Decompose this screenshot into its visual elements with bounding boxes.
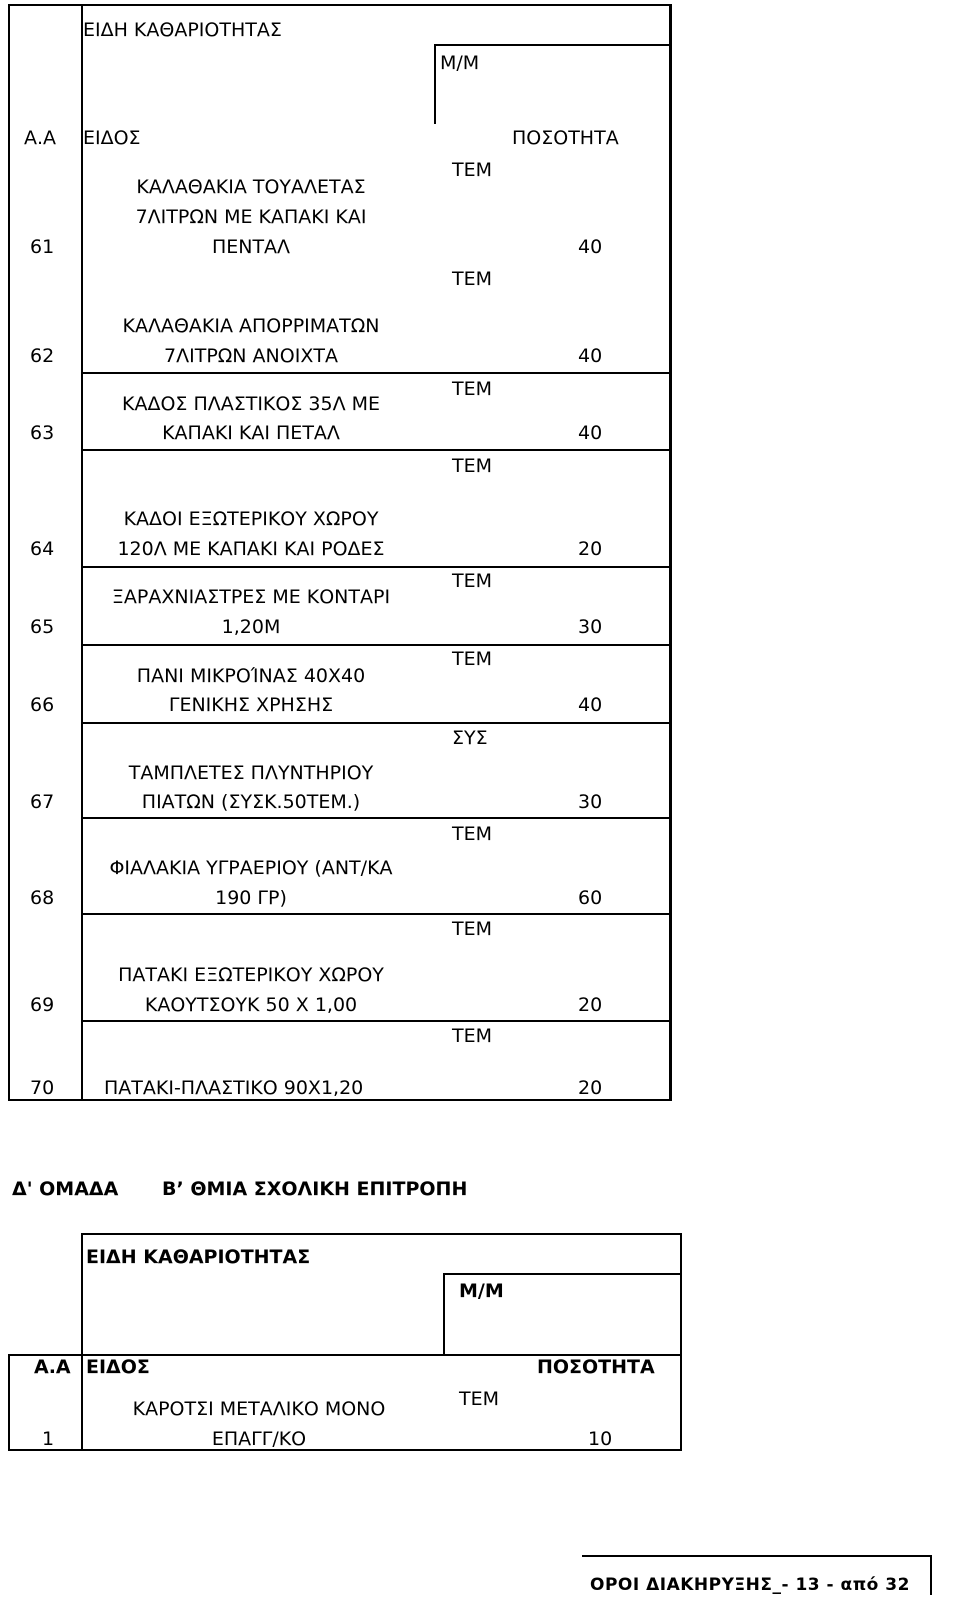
col-qty-header: ΠΟΣΟΤΗΤΑ	[512, 127, 619, 149]
col-item-header: ΕΙΔΟΣ	[83, 127, 141, 149]
row-aa: 69	[30, 994, 55, 1016]
row-item-line: ΚΑΡΟΤΣΙ ΜΕΤΑΛΙΚΟ ΜΟΝΟ	[132, 1398, 386, 1420]
row-item-line: ΤΑΜΠΛΕΤΕΣ ΠΛΥΝΤΗΡΙΟΥ	[128, 762, 374, 784]
row-qty: 20	[578, 994, 603, 1016]
row-item-line: 190 ΓΡ)	[215, 887, 287, 909]
row-aa: 61	[30, 236, 55, 258]
row-qty: 40	[578, 694, 603, 716]
col-aa-header: Α.Α	[24, 127, 57, 149]
row-item-line: 120Λ ΜΕ ΚΑΠΑΚΙ ΚΑΙ ΡΟΔΕΣ	[117, 538, 385, 560]
footer-text: ΟΡΟΙ ΔΙΑΚΗΡΥΞΗΣ_- 13 - από 32	[590, 1575, 910, 1595]
row-qty: 20	[578, 1077, 603, 1099]
row-aa: 64	[30, 538, 55, 560]
row-item-line: ΠΑΝΙ ΜΙΚΡΟΊΝΑΣ 40Χ40	[136, 665, 366, 687]
row-unit: ΤΕΜ	[452, 918, 493, 940]
row-item-line: ΚΑΟΥΤΣΟΥΚ 50 Χ 1,00	[144, 994, 358, 1016]
row-aa: 68	[30, 887, 55, 909]
row-qty: 30	[578, 791, 603, 813]
row-qty: 10	[588, 1428, 613, 1450]
row-unit: ΤΕΜ	[452, 268, 493, 290]
col-qty-header: ΠΟΣΟΤΗΤΑ	[537, 1356, 655, 1378]
mm-header: Μ/Μ	[440, 52, 480, 74]
row-unit: ΤΕΜ	[452, 570, 493, 592]
row-qty: 40	[578, 422, 603, 444]
table-title: ΕΙΔΗ ΚΑΘΑΡΙΟΤΗΤΑΣ	[86, 1246, 311, 1268]
row-item-line: ΦΙΑΛΑΚΙΑ ΥΓΡΑΕΡΙΟΥ (ΑΝΤ/ΚΑ	[109, 857, 393, 879]
row-item-line: ΚΑΠΑΚΙ ΚΑΙ ΠΕΤΑΛ	[162, 422, 340, 444]
row-item-line: ΠΑΤΑΚΙ ΕΞΩΤΕΡΙΚΟΥ ΧΩΡΟΥ	[118, 964, 384, 986]
row-qty: 20	[578, 538, 603, 560]
row-item-line: ΚΑΔΟΣ ΠΛΑΣΤΙΚΟΣ 35Λ ΜΕ	[121, 393, 381, 415]
row-item-line: ΓΕΝΙΚΗΣ ΧΡΗΣΗΣ	[168, 694, 334, 716]
row-item-line: ΕΠΑΓΓ/ΚΟ	[211, 1428, 307, 1450]
row-item-line: ΠΑΤΑΚΙ-ΠΛΑΣΤΙΚΟ 90Χ1,20	[104, 1077, 364, 1099]
row-unit: ΤΕΜ	[452, 455, 493, 477]
row-qty: 40	[578, 345, 603, 367]
row-unit: ΤΕΜ	[459, 1388, 500, 1410]
row-aa: 70	[30, 1077, 55, 1099]
row-item-line: ΚΑΔΟΙ ΕΞΩΤΕΡΙΚΟΥ ΧΩΡΟΥ	[123, 508, 379, 530]
row-item-line: ΠΕΝΤΑΛ	[211, 236, 291, 258]
row-qty: 60	[578, 887, 603, 909]
row-item-line: 1,20Μ	[221, 616, 281, 638]
table-title: ΕΙΔΗ ΚΑΘΑΡΙΟΤΗΤΑΣ	[83, 19, 282, 41]
committee-label: Β’ ΘΜΙΑ ΣΧΟΛΙΚΗ ΕΠΙΤΡΟΠΗ	[162, 1178, 468, 1200]
group-label: Δ' ΟΜΑΔΑ	[12, 1178, 119, 1200]
row-unit: ΤΕΜ	[452, 823, 493, 845]
row-unit: ΤΕΜ	[452, 648, 493, 670]
row-item-line: 7ΛΙΤΡΩΝ ΑΝΟΙΧΤΑ	[164, 345, 338, 367]
row-item-line: ΚΑΛΑΘΑΚΙΑ ΤΟΥΑΛΕΤΑΣ	[136, 176, 366, 198]
row-item-line: ΞΑΡΑΧΝΙΑΣΤΡΕΣ ΜΕ ΚΟΝΤΑΡΙ	[111, 586, 391, 608]
row-unit: ΣΥΣ	[452, 727, 488, 749]
row-qty: 40	[578, 236, 603, 258]
row-unit: ΤΕΜ	[452, 378, 493, 400]
col-item-header: ΕΙΔΟΣ	[86, 1356, 150, 1378]
row-unit: ΤΕΜ	[452, 159, 493, 181]
row-unit: ΤΕΜ	[452, 1025, 493, 1047]
row-aa: 65	[30, 616, 55, 638]
row-qty: 30	[578, 616, 603, 638]
mm-header: Μ/Μ	[459, 1280, 504, 1302]
row-aa: 63	[30, 422, 55, 444]
row-item-line: ΠΙΑΤΩΝ (ΣΥΣΚ.50ΤΕΜ.)	[141, 791, 361, 813]
row-aa: 1	[42, 1428, 55, 1450]
row-aa: 66	[30, 694, 55, 716]
row-aa: 62	[30, 345, 55, 367]
row-item-line: 7ΛΙΤΡΩΝ ΜΕ ΚΑΠΑΚΙ ΚΑΙ	[135, 206, 367, 228]
row-item-line: ΚΑΛΑΘΑΚΙΑ ΑΠΟΡΡΙΜΑΤΩΝ	[122, 315, 380, 337]
col-aa-header: Α.Α	[34, 1356, 71, 1378]
row-aa: 67	[30, 791, 55, 813]
